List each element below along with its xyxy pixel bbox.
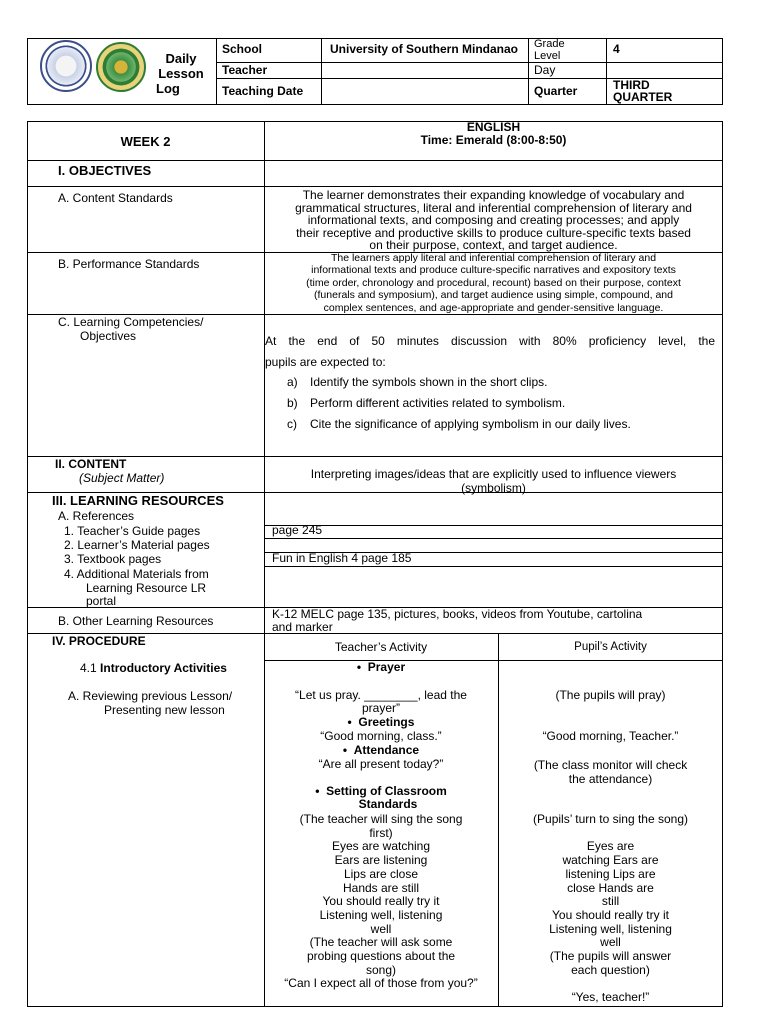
pupil-song-line: listening Lips are <box>565 866 656 881</box>
teachers-guide-label: 1. Teacher’s Guide pages <box>64 524 201 538</box>
content-standards-line: grammatical structures, literal and inferential comprehension of literary and <box>295 200 692 215</box>
pupil-song-line: close Hands are <box>567 880 654 895</box>
prayer-heading-text: Prayer <box>367 660 406 674</box>
teacher-song-line: Hands are still <box>342 880 420 895</box>
bullet-icon: • <box>356 660 368 674</box>
grade-level-label-line: Grade <box>534 38 565 50</box>
additional-materials-line: 4. Additional Materials from <box>64 567 209 581</box>
reviewing-line: Presenting new lesson <box>104 703 225 717</box>
pupil-attendance <box>498 758 723 786</box>
teachers-guide-value: page 245 <box>272 523 323 537</box>
content-standards-line: The learner demonstrates their expanding knowledge of vocabulary and <box>302 188 685 202</box>
header-divider <box>216 38 217 105</box>
other-resources-value <box>272 608 642 634</box>
resources-heading: III. LEARNING RESOURCES <box>52 493 224 508</box>
performance-standards-line: informational texts and produce culture-specific narratives and expository texts <box>311 264 676 277</box>
teacher-song-line: first) <box>369 825 393 840</box>
grade-level-label <box>534 38 565 62</box>
performance-standards-line: (funerals and symposium), and target audience using simple, compound, and <box>314 289 673 302</box>
performance-standards-label: B. Performance Standards <box>58 257 200 271</box>
prayer-heading <box>264 661 498 674</box>
prayer-line: “Let us pray. ________, lead the <box>295 688 467 702</box>
teacher-song-line: “Can I expect all of those from you?” <box>284 976 478 991</box>
header-divider <box>606 38 607 105</box>
teacher-song-line: Ears are listening <box>334 853 428 868</box>
teacher-song-line: You should really try it <box>322 894 440 909</box>
log-title <box>150 51 212 96</box>
pupil-song-line: still <box>601 894 620 909</box>
performance-standards-line: (time order, chronology and procedural, recount) based on their purpose, context <box>306 276 681 289</box>
row-divider <box>264 525 723 526</box>
content-heading: II. CONTENT <box>55 457 127 471</box>
content-value-line: (symbolism) <box>461 481 526 495</box>
standards-heading-line: Standards <box>358 797 418 811</box>
teacher-song-line: Listening well, listening <box>319 907 443 922</box>
additional-materials-line: Learning Resource LR <box>86 580 207 595</box>
greetings-heading <box>264 716 498 729</box>
pupil-song-line <box>498 827 723 841</box>
teacher-song-line: Lips are close <box>343 866 419 881</box>
school-value: University of Southern Mindanao <box>330 42 519 56</box>
grade-level-value: 4 <box>613 42 620 56</box>
teacher-song-line: (The teacher will sing the song <box>299 812 463 826</box>
content-value-line: Interpreting images/ideas that are explicitly used to influence viewers <box>310 467 677 481</box>
competency-item-c: Cite the significance of applying symbolism in our daily lives. <box>310 417 631 431</box>
textbook-value: Fun in English 4 page 185 <box>272 551 412 565</box>
competencies-label-line: C. Learning Competencies/ <box>58 315 204 329</box>
content-standards-line: on their purpose, context, and target audience. <box>369 238 618 252</box>
bullet-icon: • <box>315 784 327 798</box>
row-divider <box>27 160 723 161</box>
competency-letter-c: c) <box>287 417 297 431</box>
pupil-song-line: Eyes are <box>586 839 635 854</box>
row-divider <box>264 538 723 539</box>
teaching-date-label: Teaching Date <box>222 84 304 98</box>
content-standards-line: their receptive and productive skills to produce culture-specific texts based <box>296 225 691 240</box>
grade-level-label-line: Level <box>534 50 561 62</box>
day-label: Day <box>534 63 556 77</box>
competency-letter-b: b) <box>287 396 298 410</box>
reviewing-lesson-label <box>68 689 232 717</box>
competency-item-b: Perform different activities related to symbolism. <box>310 396 566 410</box>
header-divider <box>321 38 322 105</box>
header-divider <box>216 62 723 63</box>
header-divider <box>528 38 529 105</box>
other-resources-label: B. Other Learning Resources <box>58 614 214 628</box>
references-label: A. References <box>58 509 135 523</box>
log-title-line: Lesson <box>158 66 204 81</box>
log-title-line: Daily <box>165 51 197 66</box>
quarter-value <box>613 79 672 103</box>
pupil-song-line: Listening well, listening <box>549 921 672 936</box>
competency-item-a: Identify the symbols shown in the short clips. <box>310 375 548 389</box>
pupil-song-line <box>498 977 723 991</box>
quarter-label: Quarter <box>534 84 578 98</box>
competencies-intro-1: At the end of 50 minutes discussion with 80% proficiency level, the <box>265 334 715 348</box>
performance-standards-line: The learners apply literal and inferential comprehension of literary and <box>330 252 657 264</box>
quarter-value-line: QUARTER <box>613 90 673 104</box>
textbook-label: 3. Textbook pages <box>64 552 162 566</box>
pupil-song-line: watching Ears are <box>562 853 659 868</box>
week-label: WEEK 2 <box>120 134 171 149</box>
school-label: School <box>222 42 263 56</box>
row-divider <box>27 456 723 457</box>
attendance-heading-text: Attendance <box>353 743 420 757</box>
deped-seal-icon <box>40 40 92 92</box>
intro-label: Introductory Activities <box>100 661 227 675</box>
procedure-heading: IV. PROCEDURE <box>52 634 146 648</box>
pupil-activity-column: Pupil’s Activity <box>574 641 647 653</box>
pupil-greeting: “Good morning, Teacher.” <box>542 729 679 743</box>
pupil-song-line: “Yes, teacher!” <box>571 990 650 1005</box>
pupil-song-line: You should really try it <box>552 907 669 922</box>
teacher-song-line: (The teacher will ask some <box>309 935 453 950</box>
reviewing-line: A. Reviewing previous Lesson/ <box>68 689 233 703</box>
intro-activities-label <box>80 662 227 675</box>
pupil-song-line: each question) <box>571 962 650 977</box>
teacher-song-line: probing questions about the <box>306 949 456 964</box>
content-standards-label: A. Content Standards <box>58 191 173 205</box>
row-divider <box>264 566 723 567</box>
intro-number: 4.1 <box>80 661 97 675</box>
bullet-icon: • <box>347 715 359 729</box>
school-seal-icon <box>96 42 146 92</box>
competency-letter-a: a) <box>287 375 298 389</box>
performance-standards-line: complex sentences, and age-appropriate and gender-sensitive language. <box>323 301 664 314</box>
additional-materials-line: portal <box>86 594 117 608</box>
other-resources-line: and marker <box>272 620 333 634</box>
teacher-song-block <box>264 813 498 991</box>
teacher-song-line: Eyes are watching <box>331 839 431 854</box>
pupil-song-line: (The pupils will answer <box>549 949 672 964</box>
pupil-song-block <box>498 813 723 1005</box>
prayer-text <box>264 689 498 715</box>
attendance-text: “Are all present today?” <box>318 757 444 771</box>
prayer-line: prayer” <box>361 701 400 715</box>
competencies-label-line: Objectives <box>80 329 137 343</box>
performance-standards-text <box>264 252 723 314</box>
subject-title: ENGLISH <box>466 120 521 134</box>
pupil-song-line: well <box>600 935 621 950</box>
pupil-prayer: (The pupils will pray) <box>555 688 666 702</box>
teacher-song-line: song) <box>365 962 397 977</box>
greetings-heading-text: Greetings <box>358 715 415 729</box>
teacher-label: Teacher <box>222 63 268 77</box>
standards-heading-line: Setting of Classroom <box>326 784 447 798</box>
additional-materials-label <box>64 568 209 609</box>
row-divider <box>27 186 723 187</box>
content-value <box>264 467 723 495</box>
content-standards-line: informational texts, and composing and creating processes; and apply <box>307 213 680 227</box>
pupil-song-line: (Pupils’ turn to sing the song) <box>533 812 688 826</box>
learners-material-label: 2. Learner’s Material pages <box>64 538 210 552</box>
time-label: Time: Emerald (8:00-8:50) <box>420 133 567 147</box>
competencies-label <box>58 315 203 343</box>
bullet-icon: • <box>342 743 354 757</box>
content-subheading: (Subject Matter) <box>79 471 165 485</box>
teacher-song-line: well <box>370 921 392 936</box>
log-title-line: Log <box>156 81 180 96</box>
standards-heading <box>264 785 498 811</box>
greetings-text: “Good morning, class.” <box>320 729 442 743</box>
objectives-heading: I. OBJECTIVES <box>58 163 152 178</box>
teacher-activity-column: Teacher’s Activity <box>334 640 428 654</box>
attendance-heading <box>264 744 498 757</box>
pupil-attendance-line: the attendance) <box>568 772 653 786</box>
other-resources-line: K-12 MELC page 135, pictures, books, videos from Youtube, cartolina <box>272 607 643 621</box>
pupil-attendance-line: (The class monitor will check <box>533 758 688 772</box>
content-standards-text <box>264 189 723 252</box>
quarter-value-line: THIRD <box>613 78 650 92</box>
competencies-intro-2: pupils are expected to: <box>265 355 386 369</box>
